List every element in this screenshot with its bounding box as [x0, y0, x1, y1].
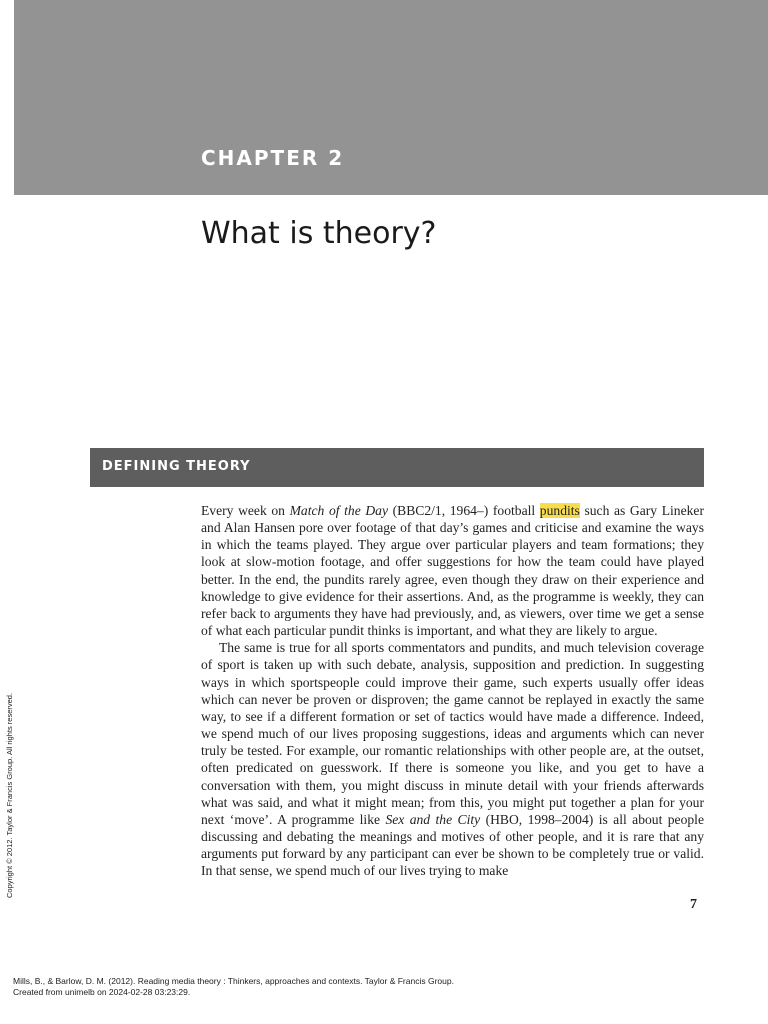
chapter-label: CHAPTER 2 [201, 146, 345, 170]
p2-text-1: The same is true for all sports commentators and pundits, and much television coverage of sport is taken up with such debate, analysis, supposition and prediction. In suggesting ways in which sportspeople could improve their game, such experts usually offer ideas which can never be proven or disproven; the game cannot be replayed in exactly the same way, to see if a different formation or set of tactics would have made a difference. Indeed, we spend much of our lives proposing suggestions, ideas and arguments which can never truly be tested. For example, our romantic relationships with other people are, at the outset, often predicated on guesswork. If there is someone you like, and you get to have a conversation with them, you might discuss in minute detail with your friends afterwards what was said, and what it might mean; from this, you might put together a plan for your next ‘move’. A programme like [201, 640, 704, 827]
p1-text-1: Every week on [201, 503, 290, 518]
chapter-banner [14, 0, 768, 195]
section-title: DEFINING THEORY [102, 459, 251, 474]
paragraph-1 [201, 502, 704, 639]
section-header-bar [90, 448, 704, 487]
citation-line-2: Created from unimelb on 2024-02-28 03:23:29. [13, 987, 191, 997]
paragraph-2 [201, 639, 704, 879]
page-number: 7 [690, 897, 697, 912]
p1-text-2: (BBC2/1, 1964–) football [388, 503, 540, 518]
p1-italic-title: Match of the Day [289, 503, 389, 518]
p2-italic-title: Sex and the City [385, 811, 481, 827]
chapter-title: What is theory? [201, 216, 437, 251]
p1-text-3: such as Gary Lineker and Alan Hansen pore over footage of that day’s games and criticise and examine the ways in which the teams played. They argue over particular players and team formations; they look at slow-motion footage, and offer suggestions for how the team could have played better. In the end, the pundits rarely agree, even though they draw on their experience and knowledge to give evidence for their assertions. And, as the programme is weekly, they can refer back to arguments they have had previously, and, as viewers, over time we get a sense of what each particular pundit thinks is important, and what they are likely to argue. [201, 503, 704, 639]
p2-text-2: (HBO, 1998–2004) is all about people discussing and debating the meanings and motives of other people, and it is rare that any arguments put forward by any participant can ever be shown to be completely true or valid. In that sense, we spend much of our lives trying to make [201, 811, 704, 879]
copyright-notice: Copyright © 2012. Taylor & Francis Group. All rights reserved. [5, 692, 14, 898]
body-text [201, 502, 704, 879]
citation-line-1: Mills, B., & Barlow, D. M. (2012). Reading media theory : Thinkers, approaches and contexts. Taylor & Francis Group. [13, 976, 454, 986]
highlighted-word[interactable]: pundits [539, 503, 580, 518]
citation-footer [13, 976, 454, 998]
